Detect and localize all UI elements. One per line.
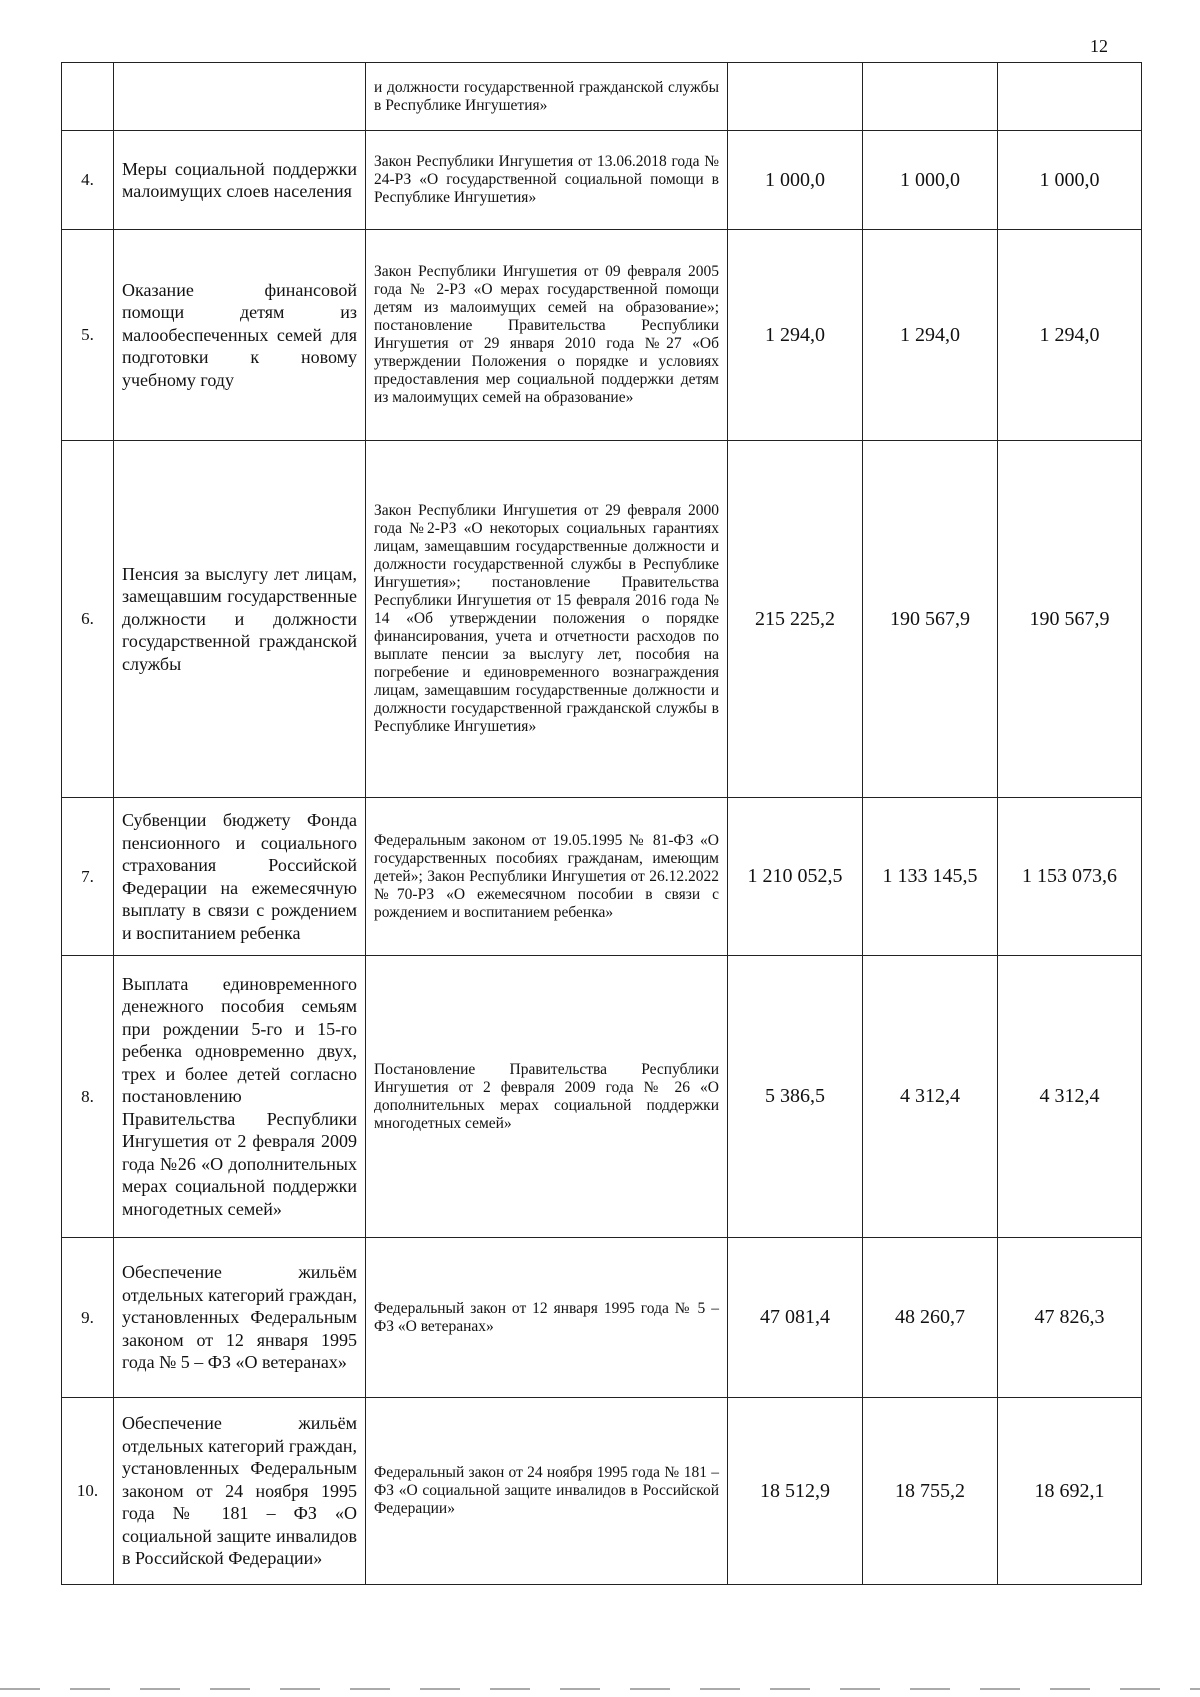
table-row — [62, 441, 1142, 798]
table-row — [62, 63, 1142, 131]
row-amount-1: 5 386,5 — [728, 956, 863, 1238]
row-measure-name: Обеспечение жильём отдельных категорий граждан, установленных Федеральным законом от 12 января 1995 года № 5 – ФЗ «О ветеранах» — [114, 1238, 366, 1398]
row-amount-2: 1 294,0 — [863, 230, 998, 441]
row-amount-3: 190 567,9 — [998, 441, 1142, 798]
row-measure-name: Оказание финансовой помощи детям из малообеспеченных семей для подготовки к новому учебному году — [114, 230, 366, 441]
budget-table — [61, 62, 1142, 1585]
table-row — [62, 1238, 1142, 1398]
row-amount-1: 47 081,4 — [728, 1238, 863, 1398]
scan-edge-marks — [0, 1688, 1200, 1690]
row-amount-1: 18 512,9 — [728, 1398, 863, 1585]
table-row — [62, 956, 1142, 1238]
row-measure-name: Обеспечение жильём отдельных категорий граждан, установленных Федеральным законом от 24 ноября 1995 года № 181 – ФЗ «О социальной защите инвалидов в Российской Федерации» — [114, 1398, 366, 1585]
row-amount-2: 18 755,2 — [863, 1398, 998, 1585]
row-number: 10. — [62, 1398, 114, 1585]
row-amount-3: 18 692,1 — [998, 1398, 1142, 1585]
row-amount-1: 1 294,0 — [728, 230, 863, 441]
row-measure-name: Меры социальной поддержки малоимущих слоев населения — [114, 131, 366, 230]
row-legal-basis: Закон Республики Ингушетия от 13.06.2018 года № 24-РЗ «О государственной социальной помощи в Республике Ингушетия» — [366, 131, 728, 230]
row-legal-basis: и должности государственной гражданской службы в Республике Ингушетия» — [366, 63, 728, 131]
table-row — [62, 131, 1142, 230]
row-number — [62, 63, 114, 131]
row-measure-name — [114, 63, 366, 131]
row-amount-3: 1 153 073,6 — [998, 798, 1142, 956]
table-row — [62, 798, 1142, 956]
row-amount-3: 1 000,0 — [998, 131, 1142, 230]
row-number: 8. — [62, 956, 114, 1238]
row-measure-name: Пенсия за выслугу лет лицам, замещавшим государственные должности и должности государственной гражданской службы — [114, 441, 366, 798]
row-legal-basis: Постановление Правительства Республики Ингушетия от 2 февраля 2009 года № 26 «О дополнительных мерах социальной поддержки многодетных семей» — [366, 956, 728, 1238]
row-amount-1: 1 210 052,5 — [728, 798, 863, 956]
table-row — [62, 230, 1142, 441]
row-legal-basis: Федеральный закон от 24 ноября 1995 года № 181 – ФЗ «О социальной защите инвалидов в Российской Федерации» — [366, 1398, 728, 1585]
row-number: 4. — [62, 131, 114, 230]
row-amount-1: 215 225,2 — [728, 441, 863, 798]
row-amount-2: 190 567,9 — [863, 441, 998, 798]
row-legal-basis: Закон Республики Ингушетия от 29 февраля 2000 года №2-РЗ «О некоторых социальных гарантиях лицам, замещавшим государственные должности и должности государственной службы в Республике Ингушетия»; постановление Правительства Республики Ингушетия от 15 февраля 2016 года № 14 «Об утверждении положения о порядке финансирования, учета и отчетности расходов по выплате пенсии за выслугу лет, пособия на погребение и единовременного вознаграждения лицам, замещавшим государственные должности и должности государственной гражданской службы в Республике Ингушетия» — [366, 441, 728, 798]
row-number: 9. — [62, 1238, 114, 1398]
row-measure-name: Выплата единовременного денежного пособия семьям при рождении 5-го и 15-го ребенка одновременно двух, трех и более детей согласно постановлению Правительства Республики Ингушетия от 2 февраля 2009 года №26 «О дополнительных мерах социальной поддержки многодетных семей» — [114, 956, 366, 1238]
row-amount-2: 48 260,7 — [863, 1238, 998, 1398]
row-amount-2: 1 000,0 — [863, 131, 998, 230]
row-number: 6. — [62, 441, 114, 798]
row-amount-3 — [998, 63, 1142, 131]
row-legal-basis: Федеральный закон от 12 января 1995 года № 5 – ФЗ «О ветеранах» — [366, 1238, 728, 1398]
page-number: 12 — [1090, 36, 1108, 56]
row-number: 7. — [62, 798, 114, 956]
row-amount-2: 1 133 145,5 — [863, 798, 998, 956]
row-amount-3: 4 312,4 — [998, 956, 1142, 1238]
row-legal-basis: Закон Республики Ингушетия от 09 февраля 2005 года № 2-РЗ «О мерах государственной помощи детям из малоимущих семей на образование»; постановление Правительства Республики Ингушетия от 29 января 2010 года №27 «Об утверждении Положения о порядке и условиях предоставления мер социальной поддержки детям из малоимущих семей на образование» — [366, 230, 728, 441]
row-amount-2: 4 312,4 — [863, 956, 998, 1238]
row-amount-1 — [728, 63, 863, 131]
row-measure-name: Субвенции бюджету Фонда пенсионного и социального страхования Российской Федерации на ежемесячную выплату в связи с рождением и воспитанием ребенка — [114, 798, 366, 956]
row-amount-3: 1 294,0 — [998, 230, 1142, 441]
row-number: 5. — [62, 230, 114, 441]
row-legal-basis: Федеральным законом от 19.05.1995 № 81-ФЗ «О государственных пособиях гражданам, имеющим детей»; Закон Республики Ингушетия от 26.12.2022 №70-РЗ «О ежемесячном пособии в связи с рождением и воспитанием ребенка» — [366, 798, 728, 956]
row-amount-2 — [863, 63, 998, 131]
row-amount-3: 47 826,3 — [998, 1238, 1142, 1398]
row-amount-1: 1 000,0 — [728, 131, 863, 230]
table-row — [62, 1398, 1142, 1585]
